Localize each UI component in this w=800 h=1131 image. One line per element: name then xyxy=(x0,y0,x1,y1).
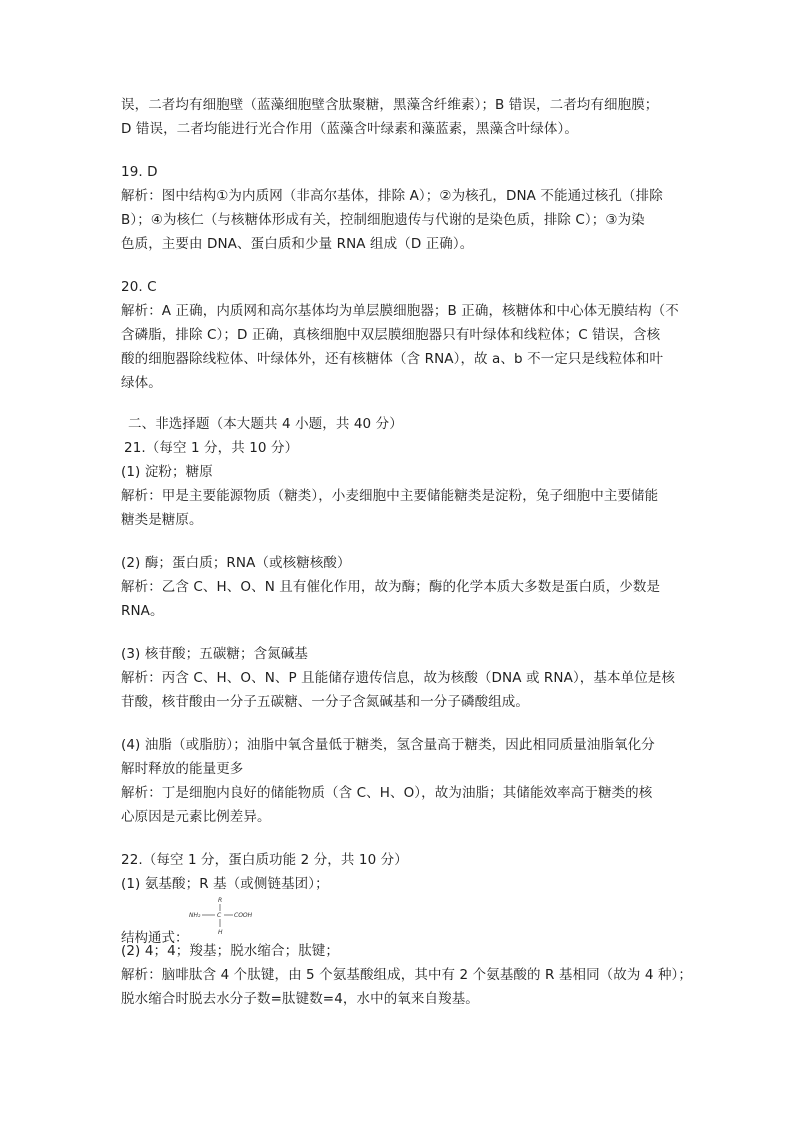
q21-part4-answer-line-1: (4) 油脂（或脂肪）；油脂中氧含量低于糖类，氢含量高于糖类，因此相同质量油脂氧化分 xyxy=(121,737,655,753)
q20-answer: 20. C xyxy=(121,279,157,295)
q18-explanation-line-1: 误，二者均有细胞壁（蓝藻细胞壁含肽聚糖，黑藻含纤维素）；B 错误，二者均有细胞膜； xyxy=(121,97,659,113)
q21-part3-explanation-line-1: 解析：丙含 C、H、O、N、P 且能储存遗传信息，故为核酸（DNA 或 RNA），基本单位是核 xyxy=(121,670,675,686)
formula-amino-group: NH₂ xyxy=(189,912,201,919)
formula-hydrogen: H xyxy=(218,929,223,936)
q20-explanation-line-4: 绿体。 xyxy=(121,375,162,391)
q18-explanation-line-2: D 错误，二者均能进行光合作用（蓝藻含叶绿素和藻蓝素，黑藻含叶绿体）。 xyxy=(121,121,578,137)
q19-answer: 19. D xyxy=(121,164,158,180)
formula-alpha-carbon: C xyxy=(217,912,222,919)
q21-part2-answer: (2) 酶；蛋白质；RNA（或核糖核酸） xyxy=(121,555,351,571)
q21-part1-explanation-line-1: 解析：甲是主要能源物质（糖类），小麦细胞中主要储能糖类是淀粉，兔子细胞中主要储能 xyxy=(121,488,659,504)
q19-explanation-line-1: 解析：图中结构①为内质网（非高尔基体，排除 A）；②为核孔，DNA 不能通过核孔（排除 xyxy=(121,188,663,204)
q21-part1-explanation-line-2: 糖类是糖原。 xyxy=(121,512,203,528)
q21-part4-answer-line-2: 解时释放的能量更多 xyxy=(121,761,244,777)
q21-part3-explanation-line-2: 苷酸，核苷酸由一分子五碳糖、一分子含氮碱基和一分子磷酸组成。 xyxy=(121,694,529,710)
formula-carboxyl-group: COOH xyxy=(234,912,253,919)
q21-part2-explanation-line-1: 解析：乙含 C、H、O、N 且有催化作用，故为酶；酶的化学本质大多数是蛋白质，少数是 xyxy=(121,579,661,595)
q21-part4-explanation-line-1: 解析：丁是细胞内良好的储能物质（含 C、H、O），故为油脂；其储能效率高于糖类的核 xyxy=(121,785,653,801)
q21-part2-explanation-line-2: RNA。 xyxy=(121,603,164,619)
q22-part2-explanation-line-1: 解析：脑啡肽含 4 个肽键，由 5 个氨基酸组成，其中有 2 个氨基酸的 R 基相同（故为 4 种）； xyxy=(121,967,692,983)
q22-part2-explanation-line-2: 脱水缩合时脱去水分子数=肽键数=4，水中的氧来自羧基。 xyxy=(121,991,479,1007)
amino-acid-structure-drawing xyxy=(187,894,277,944)
section-heading: 二、非选择题（本大题共 4 小题，共 40 分） xyxy=(128,416,403,432)
q22-header: 22.（每空 1 分，蛋白质功能 2 分，共 10 分） xyxy=(121,852,408,868)
q20-explanation-line-2: 含磷脂，排除 C）；D 正确，真核细胞中双层膜细胞器只有叶绿体和线粒体；C 错误，含核 xyxy=(121,327,661,343)
q20-explanation-line-3: 酸的细胞器除线粒体、叶绿体外，还有核糖体（含 RNA），故 a、b 不一定只是线粒体和叶 xyxy=(121,351,664,367)
q19-explanation-line-2: B）；④为核仁（与核糖体形成有关，控制细胞遗传与代谢的是染色质，排除 C）；③为染 xyxy=(121,212,645,228)
q21-part1-answer: (1) 淀粉；糖原 xyxy=(121,464,213,480)
q22-part2-answer: (2) 4；4；羧基；脱水缩合；肽键； xyxy=(121,943,339,959)
q21-part3-answer: (3) 核苷酸；五碳糖；含氮碱基 xyxy=(121,646,309,662)
formula-r-group: R xyxy=(218,897,223,904)
q21-part4-explanation-line-2: 心原因是元素比例差异。 xyxy=(121,809,271,825)
q20-explanation-line-1: 解析：A 正确，内质网和高尔基体均为单层膜细胞器；B 正确，核糖体和中心体无膜结构（不 xyxy=(121,303,679,319)
q21-header: 21.（每空 1 分，共 10 分） xyxy=(124,440,299,456)
q22-part1-answer: (1) 氨基酸；R 基（或侧链基团）； xyxy=(121,876,329,892)
formula-label: 结构通式： xyxy=(121,930,189,946)
q19-explanation-line-3: 色质，主要由 DNA、蛋白质和少量 RNA 组成（D 正确）。 xyxy=(121,236,474,252)
